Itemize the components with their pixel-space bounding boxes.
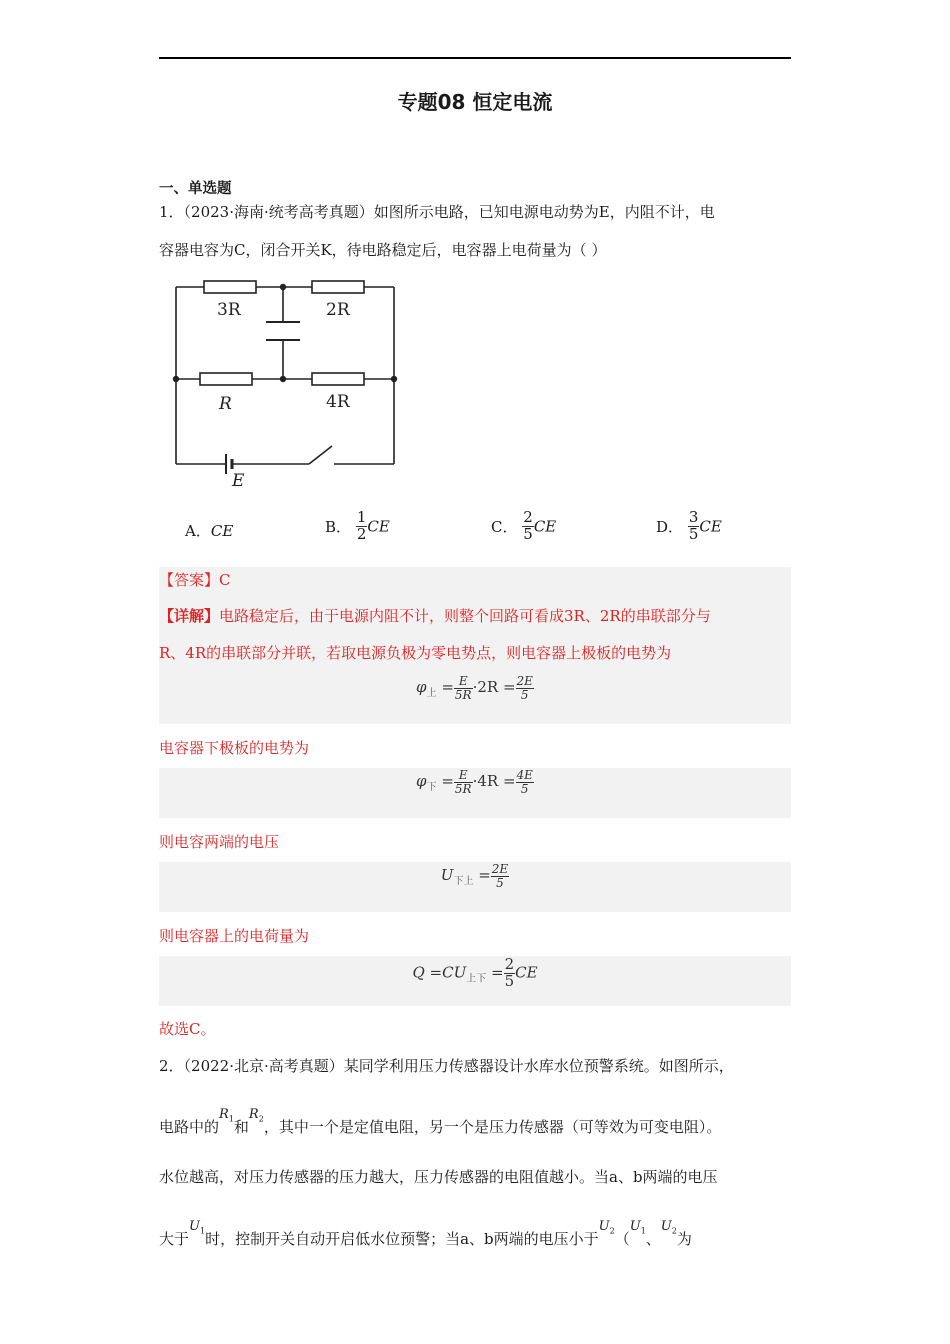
q2-stem-line3: 水位越高，对压力传感器的压力越大，压力传感器的电阻值越小。当a、b两端的电压 (159, 1168, 718, 1186)
q1-stem-line2: 容器电容为C，闭合开关K，待电路稳定后，电容器上电荷量为（ ） (159, 241, 607, 259)
label-3r: 3R (217, 300, 241, 320)
detail-line2: R、4R的串联部分并联，若取电源负极为零电势点，则电容器上极板的电势为 (159, 644, 672, 662)
resistor-2r (312, 281, 364, 293)
q2-stem-line4: 大于$U_1$时，控制开关自动开启低水位预警；当a、b两端的电压小于$U_2(U_1$、$U_2$为 (159, 1219, 692, 1248)
section-heading: 一、单选题 (159, 181, 232, 197)
page-title: 专题08 恒定电流 (397, 90, 553, 114)
fraction: $\frac{3}{5}$ (688, 508, 699, 543)
equation-voltage: $U_{下上}$ = $\frac{2E}{5}$ (440, 862, 509, 890)
document-page (159, 0, 791, 1344)
fraction: $\frac{1}{2}$ (356, 508, 367, 543)
label-4r: 4R (326, 392, 350, 412)
conclusion: 故选C。 (159, 1020, 216, 1038)
resistor-4r (312, 373, 364, 385)
label-2r: 2R (326, 300, 350, 320)
circuit-diagram (169, 276, 419, 496)
text-lower-plate: 电容器下极板的电势为 (159, 739, 310, 757)
label-r: R (219, 394, 232, 414)
text-voltage: 则电容两端的电压 (159, 833, 280, 851)
answer-line: 【答案】C (159, 571, 231, 589)
equation-phi-lower: $\varphi_下$ = $\frac{E}{5R}$ ·4R = $\frac{4E}{5}$ (416, 768, 533, 796)
text-charge: 则电容器上的电荷量为 (159, 927, 310, 945)
fraction: $\frac{2}{5}$ (523, 508, 533, 543)
option-a[interactable]: A．CE (185, 522, 234, 540)
equation-charge: $Q =CU_{上下}$ = $\frac{2}{5}$ CE (412, 955, 538, 990)
switch-k (309, 446, 332, 464)
label-e: E (232, 471, 245, 491)
option-c[interactable]: C． $\frac{2}{5}$ CE (491, 508, 557, 543)
resistor-r (200, 373, 252, 385)
option-d[interactable]: D． $\frac{3}{5}$ CE (656, 508, 722, 543)
option-b[interactable]: B． $\frac{1}{2}$ CE (325, 508, 390, 543)
resistor-3r (204, 281, 256, 293)
q1-stem-line1: 1．（2023·海南·统考高考真题）如图所示电路，已知电源电动势为E，内阻不计，电 (159, 203, 715, 221)
detail-line1: 【详解】电路稳定后，由于电源内阻不计，则整个回路可看成3R、2R的串联部分与 (159, 607, 711, 625)
q2-stem-line2: 电路中的$R_1$和$R_2$，其中一个是定值电阻，另一个是压力传感器（可等效为可变电阻）。 (159, 1107, 722, 1136)
equation-phi-upper: $\varphi_上$ = $\frac{E}{5R}$ ·2R = $\frac{2E}{5}$ (416, 674, 533, 702)
q2-stem-line1: 2．（2022·北京·高考真题）某同学利用压力传感器设计水库水位预警系统。如图所示， (159, 1057, 734, 1075)
header-rule (159, 57, 791, 59)
